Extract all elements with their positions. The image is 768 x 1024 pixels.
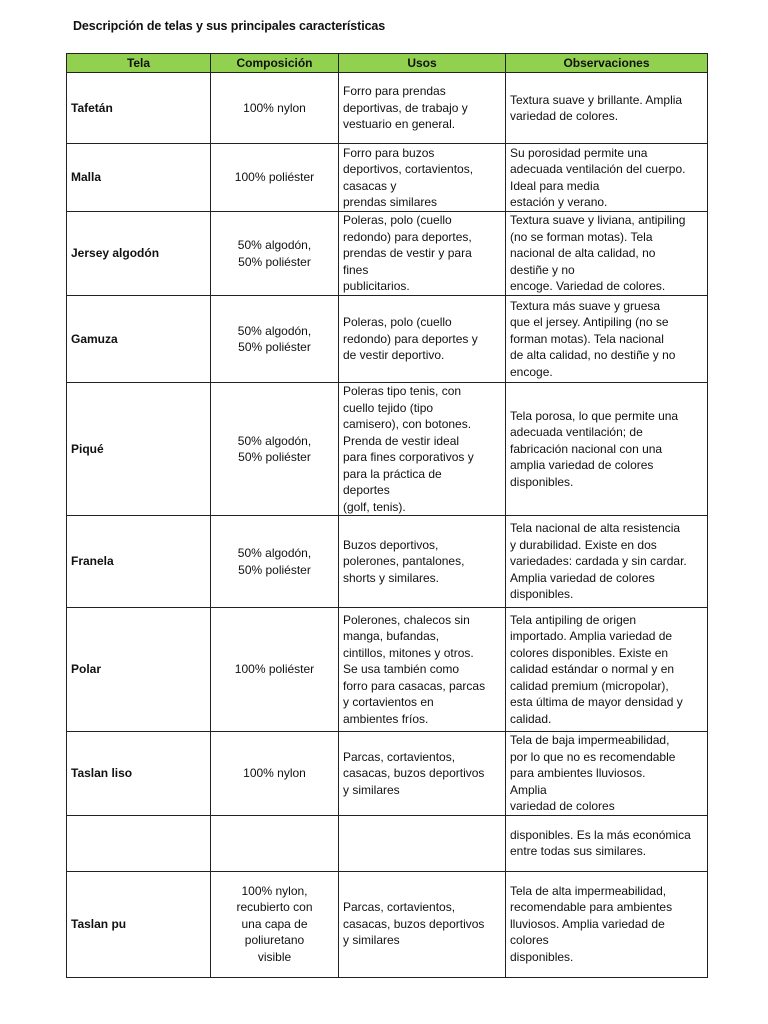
cell-observaciones-text: Textura suave y brillante. Amplia variedad de colores. bbox=[510, 92, 683, 123]
table-header-row bbox=[67, 54, 708, 73]
cell-usos bbox=[339, 516, 506, 608]
cell-tela-text: Franela bbox=[71, 554, 114, 569]
cell-tela-text: Jersey algodón bbox=[71, 246, 160, 261]
table-row bbox=[67, 608, 708, 732]
header-usos: Usos bbox=[339, 54, 506, 73]
cell-composicion bbox=[211, 383, 339, 516]
table-row bbox=[67, 732, 708, 816]
fabric-table bbox=[66, 53, 708, 978]
cell-tela-text: Taslan pu bbox=[71, 916, 127, 931]
cell-observaciones bbox=[506, 608, 708, 732]
cell-tela bbox=[67, 212, 211, 296]
cell-tela bbox=[67, 383, 211, 516]
cell-usos-text: Poleras, polo (cuello redondo) para deportes, prendas de vestir y para fines publicitarios. bbox=[343, 213, 472, 294]
cell-tela bbox=[67, 732, 211, 816]
cell-composicion-text: 50% algodón, 50% poliéster bbox=[237, 433, 312, 464]
cell-usos bbox=[339, 144, 506, 212]
cell-composicion bbox=[211, 732, 339, 816]
table-row bbox=[67, 144, 708, 212]
cell-usos bbox=[339, 73, 506, 144]
cell-composicion-text: 100% nylon bbox=[243, 100, 306, 115]
cell-observaciones-text: Tela de alta impermeabilidad, recomendable para ambientes lluviosos. Amplia variedad de colores disponibles. bbox=[510, 883, 673, 964]
cell-observaciones-text: Tela de baja impermeabilidad, por lo que no es recomendable para ambientes lluviosos. Amplia variedad de colores bbox=[510, 733, 676, 813]
cell-observaciones bbox=[506, 383, 708, 516]
header-composicion: Composición bbox=[211, 54, 339, 73]
cell-observaciones bbox=[506, 212, 708, 296]
table-row bbox=[67, 73, 708, 144]
cell-tela bbox=[67, 296, 211, 383]
cell-usos-text: Buzos deportivos, polerones, pantalones, shorts y similares. bbox=[343, 537, 465, 585]
cell-composicion-text: 100% nylon, recubierto con una capa de poliuretano visible bbox=[236, 883, 313, 964]
cell-tela-text: Piqué bbox=[71, 441, 104, 456]
cell-composicion-text: 100% nylon bbox=[243, 766, 306, 780]
cell-composicion bbox=[211, 516, 339, 608]
table-row bbox=[67, 815, 708, 871]
table-row bbox=[67, 383, 708, 516]
cell-observaciones-text: Tela nacional de alta resistencia y durabilidad. Existe en dos variedades: cardada y sin cardar. Amplia variedad de colores disponibles. bbox=[510, 521, 687, 602]
document-title: Descripción de telas y sus principales características bbox=[73, 19, 386, 33]
cell-usos bbox=[339, 212, 506, 296]
cell-tela bbox=[67, 144, 211, 212]
cell-tela-text: Gamuza bbox=[71, 331, 118, 346]
cell-usos bbox=[339, 383, 506, 516]
cell-tela-text: Taslan liso bbox=[71, 766, 133, 780]
header-observaciones: Observaciones bbox=[506, 54, 708, 73]
cell-tela-text: Tafetán bbox=[71, 100, 113, 115]
cell-usos bbox=[339, 732, 506, 816]
cell-observaciones-text: Textura más suave y gruesa que el jersey. Antipiling (no se forman motas). Tela nacional de alta calidad, no destiñe y no encoge. bbox=[510, 298, 676, 379]
fabric-table-body bbox=[67, 73, 708, 978]
cell-usos bbox=[339, 815, 506, 871]
cell-composicion-text: 50% algodón, 50% poliéster bbox=[237, 323, 312, 354]
cell-composicion bbox=[211, 144, 339, 212]
cell-observaciones-text: Textura suave y liviana, antipiling (no se forman motas). Tela nacional de alta calidad, no destiñe y no encoge. Variedad de colores. bbox=[510, 213, 686, 294]
cell-composicion bbox=[211, 608, 339, 732]
table-row bbox=[67, 871, 708, 977]
cell-composicion-text: 100% poliéster bbox=[234, 662, 315, 677]
cell-usos bbox=[339, 608, 506, 732]
cell-observaciones bbox=[506, 144, 708, 212]
cell-composicion bbox=[211, 73, 339, 144]
cell-observaciones-text: disponibles. Es la más económica entre todas sus similares. bbox=[510, 827, 691, 858]
cell-usos-text: Forro para prendas deportivas, de trabajo y vestuario en general. bbox=[343, 84, 468, 132]
cell-composicion bbox=[211, 815, 339, 871]
header-tela: Tela bbox=[67, 54, 211, 73]
cell-tela bbox=[67, 516, 211, 608]
cell-usos-text: Poleras, polo (cuello redondo) para deportes y de vestir deportivo. bbox=[343, 315, 478, 363]
table-row bbox=[67, 516, 708, 608]
table-row bbox=[67, 296, 708, 383]
cell-usos bbox=[339, 871, 506, 977]
cell-composicion-text: 50% algodón, 50% poliéster bbox=[237, 546, 312, 577]
cell-observaciones bbox=[506, 815, 708, 871]
cell-observaciones bbox=[506, 871, 708, 977]
cell-observaciones-text: Tela antipiling de origen importado. Amplia variedad de colores disponibles. Existe en calidad estándar o normal y en calidad premium (micropolar), esta última de mayor densidad y calidad. bbox=[510, 612, 683, 726]
cell-composicion bbox=[211, 296, 339, 383]
cell-composicion bbox=[211, 871, 339, 977]
cell-observaciones-text: Tela porosa, lo que permite una adecuada ventilación; de fabricación nacional con una amplia variedad de colores disponibles. bbox=[510, 408, 679, 489]
cell-tela bbox=[67, 871, 211, 977]
cell-composicion-text: 100% poliéster bbox=[234, 170, 315, 185]
cell-observaciones-text: Su porosidad permite una adecuada ventilación del cuerpo. Ideal para media estación y verano. bbox=[510, 145, 686, 209]
cell-tela bbox=[67, 73, 211, 144]
cell-composicion bbox=[211, 212, 339, 296]
cell-tela bbox=[67, 608, 211, 732]
cell-observaciones bbox=[506, 73, 708, 144]
cell-tela-text: Malla bbox=[71, 170, 102, 185]
cell-usos-text: Forro para buzos deportivos, cortavientos, casacas y prendas similares bbox=[343, 145, 474, 209]
cell-observaciones bbox=[506, 732, 708, 816]
cell-usos bbox=[339, 296, 506, 383]
cell-composicion-text: 50% algodón, 50% poliéster bbox=[237, 238, 312, 269]
cell-tela-text: Polar bbox=[71, 662, 102, 677]
cell-usos-text: Parcas, cortavientos, casacas, buzos deportivos y similares bbox=[343, 749, 485, 797]
cell-tela bbox=[67, 815, 211, 871]
cell-observaciones bbox=[506, 516, 708, 608]
cell-usos-text: Polerones, chalecos sin manga, bufandas, cintillos, mitones y otros. Se usa también como forro para casacas, parcas y cortavientos en ambientes fríos. bbox=[343, 612, 486, 726]
cell-usos-text: Parcas, cortavientos, casacas, buzos deportivos y similares bbox=[343, 900, 485, 948]
cell-usos-text: Poleras tipo tenis, con cuello tejido (tipo camisero), con botones. Prenda de vestir ideal para fines corporativos y para la práctica de deportes (golf, tenis). bbox=[343, 384, 474, 514]
cell-observaciones bbox=[506, 296, 708, 383]
table-row bbox=[67, 212, 708, 296]
